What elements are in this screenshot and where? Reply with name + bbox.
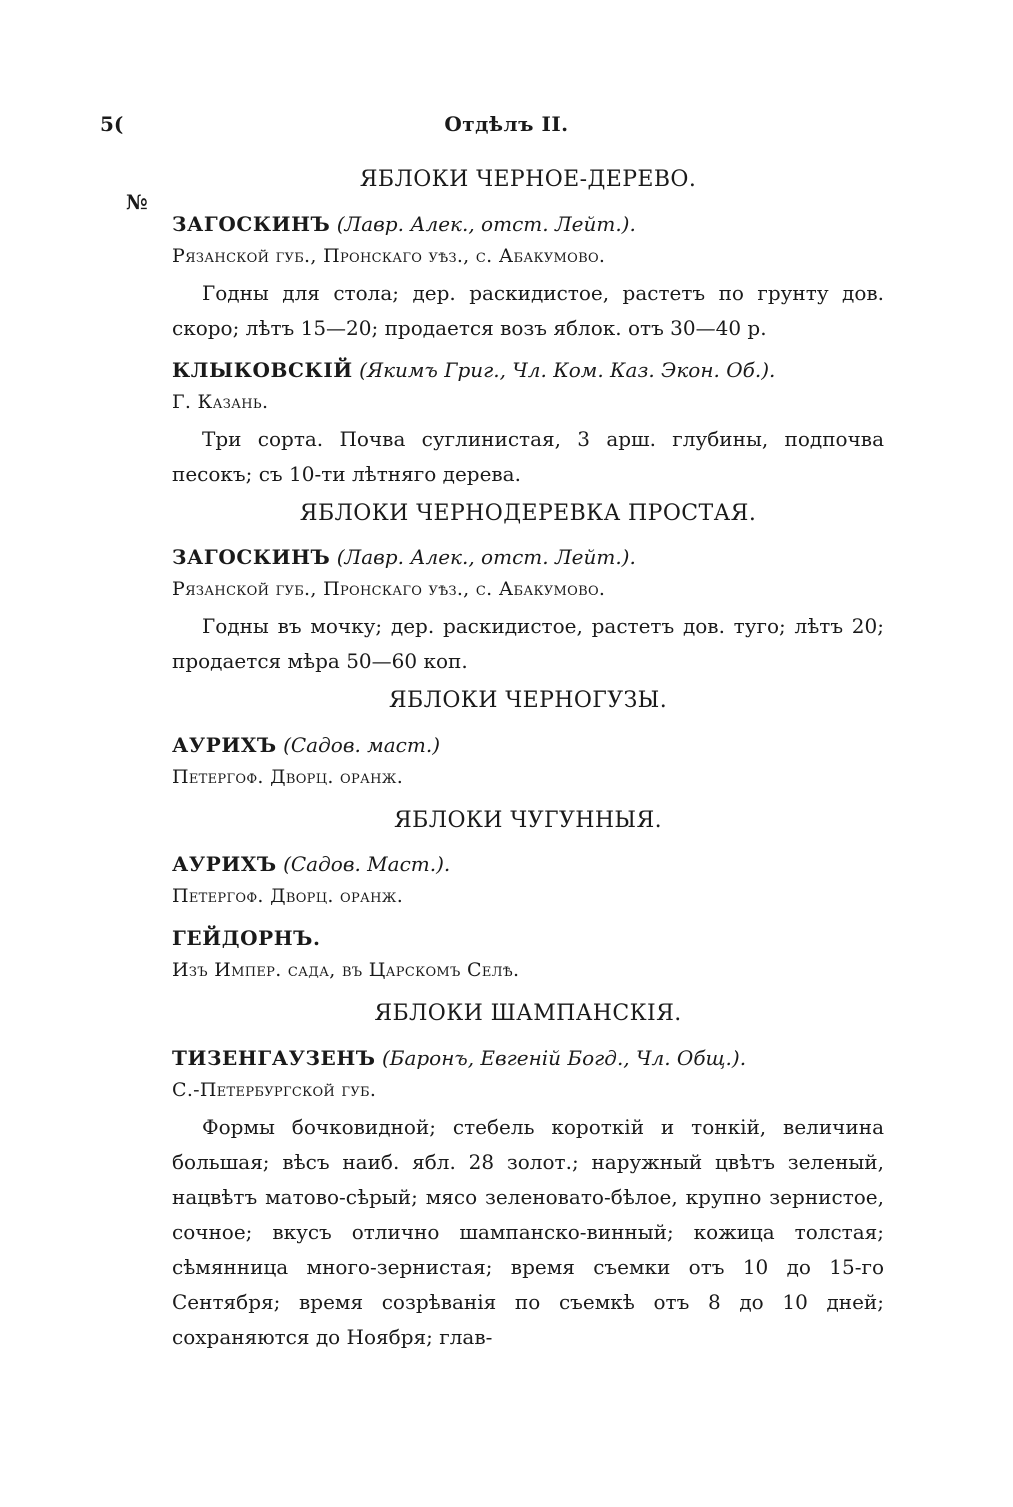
- entry: [172, 1042, 884, 1355]
- entry-description: Три сорта. Почва суглинистая, 3 арш. глубины, подпочва песокъ; съ 10-ти лѣтняго дерева.: [172, 426, 884, 486]
- entry-heading: [172, 354, 884, 386]
- entry-name: ЗАГОСКИНЪ: [172, 545, 331, 569]
- entry-heading: [172, 208, 884, 240]
- numero-mark: №: [126, 190, 148, 214]
- entry-name: ГЕЙДОРНЪ.: [172, 926, 321, 950]
- entry: [172, 848, 884, 912]
- entry-heading: [172, 729, 884, 761]
- page-content: [172, 166, 884, 1363]
- running-title: Отдѣлъ II.: [444, 112, 569, 136]
- entry-title: (Лавр. Алек., отст. Лейт.).: [336, 545, 636, 569]
- entry-description: Формы бочковидной; стебель короткій и тонкій, величина большая; вѣсъ наиб. ябл. 28 золот.; наружный цвѣтъ зеленый, нацвѣтъ матово-сѣрый; мясо зеленовато-бѣлое, крупно зернистое, сочное; вкусъ отлично шампанско-винный; кожица толстая; сѣмянница много-зернистая; время съемки отъ 10 до 15-го Сентября; время созрѣванія по съемкѣ отъ 8 до 10 дней; сохраняются до Ноября; глав-: [172, 1114, 884, 1349]
- entry-title: (Садов. маст.): [283, 732, 441, 757]
- page-number: 5(: [100, 112, 124, 136]
- entry-heading: [172, 922, 884, 954]
- entry: [172, 354, 884, 492]
- entry-location: Рязанской губ., Пронскаго уѣз., с. Абакумово.: [172, 578, 606, 600]
- entry-location: Петергоф. Дворц. оранж.: [172, 765, 404, 788]
- entry-title: (Баронъ, Евгеній Богд., Чл. Общ.).: [381, 1045, 747, 1070]
- entry-title: (Якимъ Григ., Чл. Ком. Каз. Экон. Об.).: [359, 357, 776, 382]
- entry-title: (Садов. Маст.).: [283, 852, 451, 876]
- section-title: ЯБЛОКИ ЧЕРНОГУЗЫ.: [388, 688, 668, 713]
- entry-heading: [172, 848, 884, 880]
- entry-location: Рязанской губ., Пронскаго уѣз., с. Абакумово.: [172, 244, 606, 267]
- entry: [172, 729, 884, 793]
- entry-location: Изъ Импер. сада, въ Царскомъ Селѣ.: [172, 959, 520, 981]
- entry-description: Годны для стола; дер. раскидистое, растетъ по грунту дов. скоро; лѣтъ 15—20; продается возъ яблок. отъ 30—40 р.: [172, 280, 884, 340]
- entry: [172, 922, 884, 986]
- entry: [172, 208, 884, 346]
- entry-name: ЗАГОСКИНЪ: [172, 211, 331, 236]
- entry-heading: [172, 541, 884, 573]
- entry-description: Годны въ мочку; дер. раскидистое, растетъ дов. туго; лѣтъ 20; продается мѣра 50—60 коп.: [172, 614, 884, 673]
- entry-location: Г. Казань.: [172, 390, 269, 413]
- entry-location: С.-Петербургской губ.: [172, 1078, 377, 1101]
- entry-location: Петергоф. Дворц. оранж.: [172, 885, 404, 907]
- entry-heading: [172, 1042, 884, 1074]
- entry: [172, 541, 884, 679]
- section-title: ЯБЛОКИ ЧУГУННЫЯ.: [393, 807, 663, 833]
- section-title: ЯБЛОКИ ЧЕРНОДЕРЕВКА ПРОСТАЯ.: [299, 500, 757, 526]
- entry-name: АУРИХЪ: [172, 852, 277, 876]
- section-title: ЯБЛОКИ ЧЕРНОЕ-ДЕРЕВО.: [359, 167, 697, 192]
- entry-name: АУРИХЪ: [172, 732, 277, 757]
- entry-name: КЛЫКОВСКІЙ: [172, 357, 353, 382]
- section-title: ЯБЛОКИ ШАМПАНСКІЯ.: [374, 1001, 682, 1026]
- entry-name: ТИЗЕНГАУЗЕНЪ: [172, 1045, 376, 1070]
- entry-title: (Лавр. Алек., отст. Лейт.).: [336, 211, 636, 236]
